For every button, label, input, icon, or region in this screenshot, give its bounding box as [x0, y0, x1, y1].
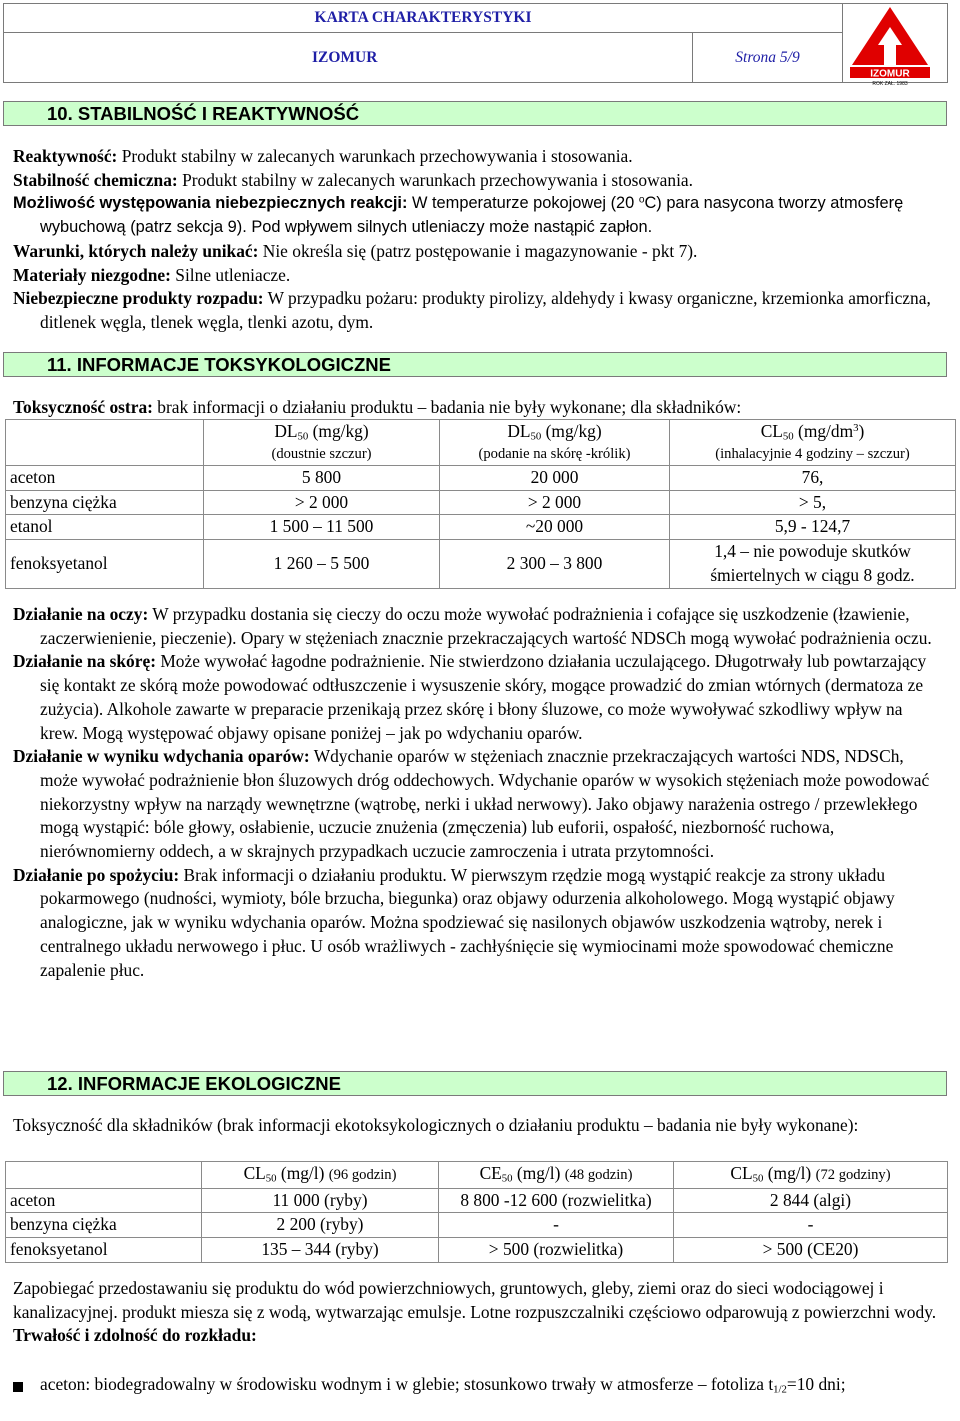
- header-company: IZOMUR: [4, 33, 693, 83]
- table-row: benzyna ciężka 2 200 (ryby) - -: [6, 1213, 948, 1238]
- ecotoxicology-table: [5, 1161, 948, 1263]
- table-header-row: [6, 420, 956, 466]
- hazardous-reactions-paragraph: Możliwość występowania niebezpiecznych reakcji: W temperaturze pokojowej (20 $^o$C) para nasycona tworzy atmosferę wybuchową (patrz sekcja 9). Pod wpływem silnych utleniaczy może nastąpić zapłon.: [13, 194, 904, 237]
- toxicology-table: [5, 419, 956, 589]
- header-ce50-daphnia: $CE_{50}$ (mg/l) (48 godzin): [439, 1162, 674, 1189]
- section-11-heading: 11. INFORMACJE TOKSYKOLOGICZNE: [3, 352, 947, 377]
- eye-effects-paragraph: Działanie na oczy: W przypadku dostania się cieczy do oczu może wywołać podrażnienia i cofające się uszkodzenie (łzawienie, zaczerwienienie, pieczenie). Opary w stężeniach znacznie przekraczających wartość NDSCh mogą wywołać podrażnienia oczu.: [13, 604, 932, 648]
- header-title: KARTA CHARAKTERYSTYKI: [4, 4, 843, 33]
- persistence-label: Trwałość i zdolność do rozkładu:: [13, 1325, 257, 1346]
- reactivity-paragraph: Reaktywność: Produkt stabilny w zalecanych warunkach przechowywania i stosowania.: [13, 146, 633, 166]
- header-cl50-algae: $CL_{50}$ (mg/l) (72 godziny): [674, 1162, 948, 1189]
- table-row: aceton 11 000 (ryby) 8 800 -12 600 (rozwielitka) 2 844 (algi): [6, 1188, 948, 1213]
- table-row: fenoksyetanol 135 – 344 (ryby) > 500 (rozwielitka) > 500 (CE20): [6, 1238, 948, 1263]
- section-10-body: [13, 145, 943, 335]
- table-header-row: [6, 1162, 948, 1189]
- logo-subtext: ROK ZAŁ. 1983: [872, 81, 908, 87]
- conditions-avoid-paragraph: Warunki, których należy unikać: Nie określa się (patrz postępowanie i magazynowanie - pkt 7).: [13, 240, 698, 261]
- decomposition-products-paragraph: Niebezpieczne produkty rozpadu: W przypadku pożaru: produkty pirolizy, aldehydy i kwasy organiczne, krzemionka amorficzna, ditlenek węgla, tlenek węgla, tlenki azotu, dym.: [13, 288, 931, 332]
- logo-text: IZOMUR: [870, 68, 910, 80]
- header-page-number: Strona 5/9: [693, 33, 843, 83]
- header-cl50-inhalation: $CL_{50}$ $(mg/dm^3)$ (inhalacyjnie 4 godziny – szczur): [670, 420, 956, 466]
- inhalation-effects-paragraph: Działanie w wyniku wdychania oparów: Wdychanie oparów w stężeniach znacznie przekraczających wartości NDS, NDSCh, może wywołać podrażnienie błon śluzowych dróg oddechowych. Wdychanie oparów w wysokich stężeniach może powodować niekorzystny wpływ na narządy wewnętrzne (wątrobę, nerki i układ nerwowy). Jako objawy narażenia ostrego / przewlekłego mogą wystąpić: bóle głowy, osłabienie, uczucie znużenia (zmęczenia) lub euforii, ospałość, niezborność ruchowa, nierównomierny oddech, a w skrajnych przypadkach uczucie zamroczenia i utrata przytomności.: [13, 746, 930, 862]
- ingestion-effects-paragraph: Działanie po spożyciu: Brak informacji o działaniu produktu. W pierwszym rzędzie mogą wystąpić reakcje za strony układu pokarmowego (nudności, wymioty, bóle brzucha, biegunka) oraz objawy odurzenia alkoholowego. Mogą wystąpić objawy analogiczne, jak w wyniku wdychania oparów. Można spodziewać się nasilonych objawów uszkodzenia wątroby, nerek i centralnego układu nerwowego i płuc. U osób wrażliwych - zachłyśnięcie się wymiocinami może spowodować chemiczne zapalenie płuc.: [13, 864, 895, 980]
- table-row: benzyna ciężka > 2 000 > 2 000 > 5,: [6, 490, 956, 515]
- table-row: etanol 1 500 – 11 500 ~20 000 5,9 - 124,7: [6, 515, 956, 540]
- incompatible-materials-paragraph: Materiały niezgodne: Silne utleniacze.: [13, 264, 291, 285]
- section-10-heading: 10. STABILNOŚĆ I REAKTYWNOŚĆ: [3, 101, 947, 126]
- header-dl50-dermal: $DL_{50}$ (mg/kg) (podanie na skórę -królik): [440, 420, 670, 466]
- header-dl50-oral: $DL_{50}$ (mg/kg) (doustnie szczur): [204, 420, 440, 466]
- table-row: fenoksyetanol 1 260 – 5 500 2 300 – 3 800 1,4 – nie powoduje skutków śmiertelnych w ciągu 8 godz.: [6, 540, 956, 588]
- section-12-heading: 12. INFORMACJE EKOLOGICZNE: [3, 1071, 947, 1096]
- eco-prevention-text: Zapobiegać przedostawaniu się produktu do wód powierzchniowych, gruntowych, gleby, ziemi oraz do sieci wodociągowej i kanalizacyjnej. produkt miesza się z wodą, wytwarzając emulsje. Lotne rozpuszczalniki częściowo odparowują z powierzchni wody. Trwałość i zdolność do rozkładu:: [13, 1278, 937, 1346]
- stability-paragraph: Stabilność chemiczna: Produkt stabilny w zalecanych warunkach przechowywania i stosowania.: [13, 169, 693, 190]
- section-11-effects: [13, 603, 943, 982]
- bullet-item-aceton: aceton: biodegradowalny w środowisku wodnym i w glebie; stosunkowo trwały w atmosferze – fotoliza $t_{1/2}=10$ dni;: [40, 1374, 846, 1396]
- document-header: [3, 3, 947, 87]
- skin-effects-paragraph: Działanie na skórę: Może wywołać łagodne podrażnienie. Nie stwierdzono działania uczulającego. Długotrwały lub powtarzający się kontakt ze skórą może powodować odtłuszczenie i wysuszenie skóry, mogące prowadzić do zmian wtórnych (dermatoza ze zużycia). Alkohole zawarte w preparacie przenikają przez skórę i błony śluzowe, co może wywoływać szkodliwy wpływ na krew. Mogą występować objawy opisane poniżej – jak po wdychaniu oparów.: [13, 651, 927, 743]
- eco-intro: Toksyczność dla składników (brak informacji ekotoksykologicznych o działaniu produktu – badania nie były wykonane):: [13, 1115, 859, 1135]
- bullet-square-icon: [13, 1382, 23, 1392]
- acute-toxicity-line: Toksyczność ostra: brak informacji o działaniu produktu – badania nie były wykonane; dla składników:: [13, 397, 742, 417]
- table-row: aceton 5 800 20 000 76,: [6, 466, 956, 491]
- izomur-logo-icon: [844, 3, 936, 87]
- header-cl50-fish: $CL_{50}$ (mg/l) (96 godzin): [202, 1162, 439, 1189]
